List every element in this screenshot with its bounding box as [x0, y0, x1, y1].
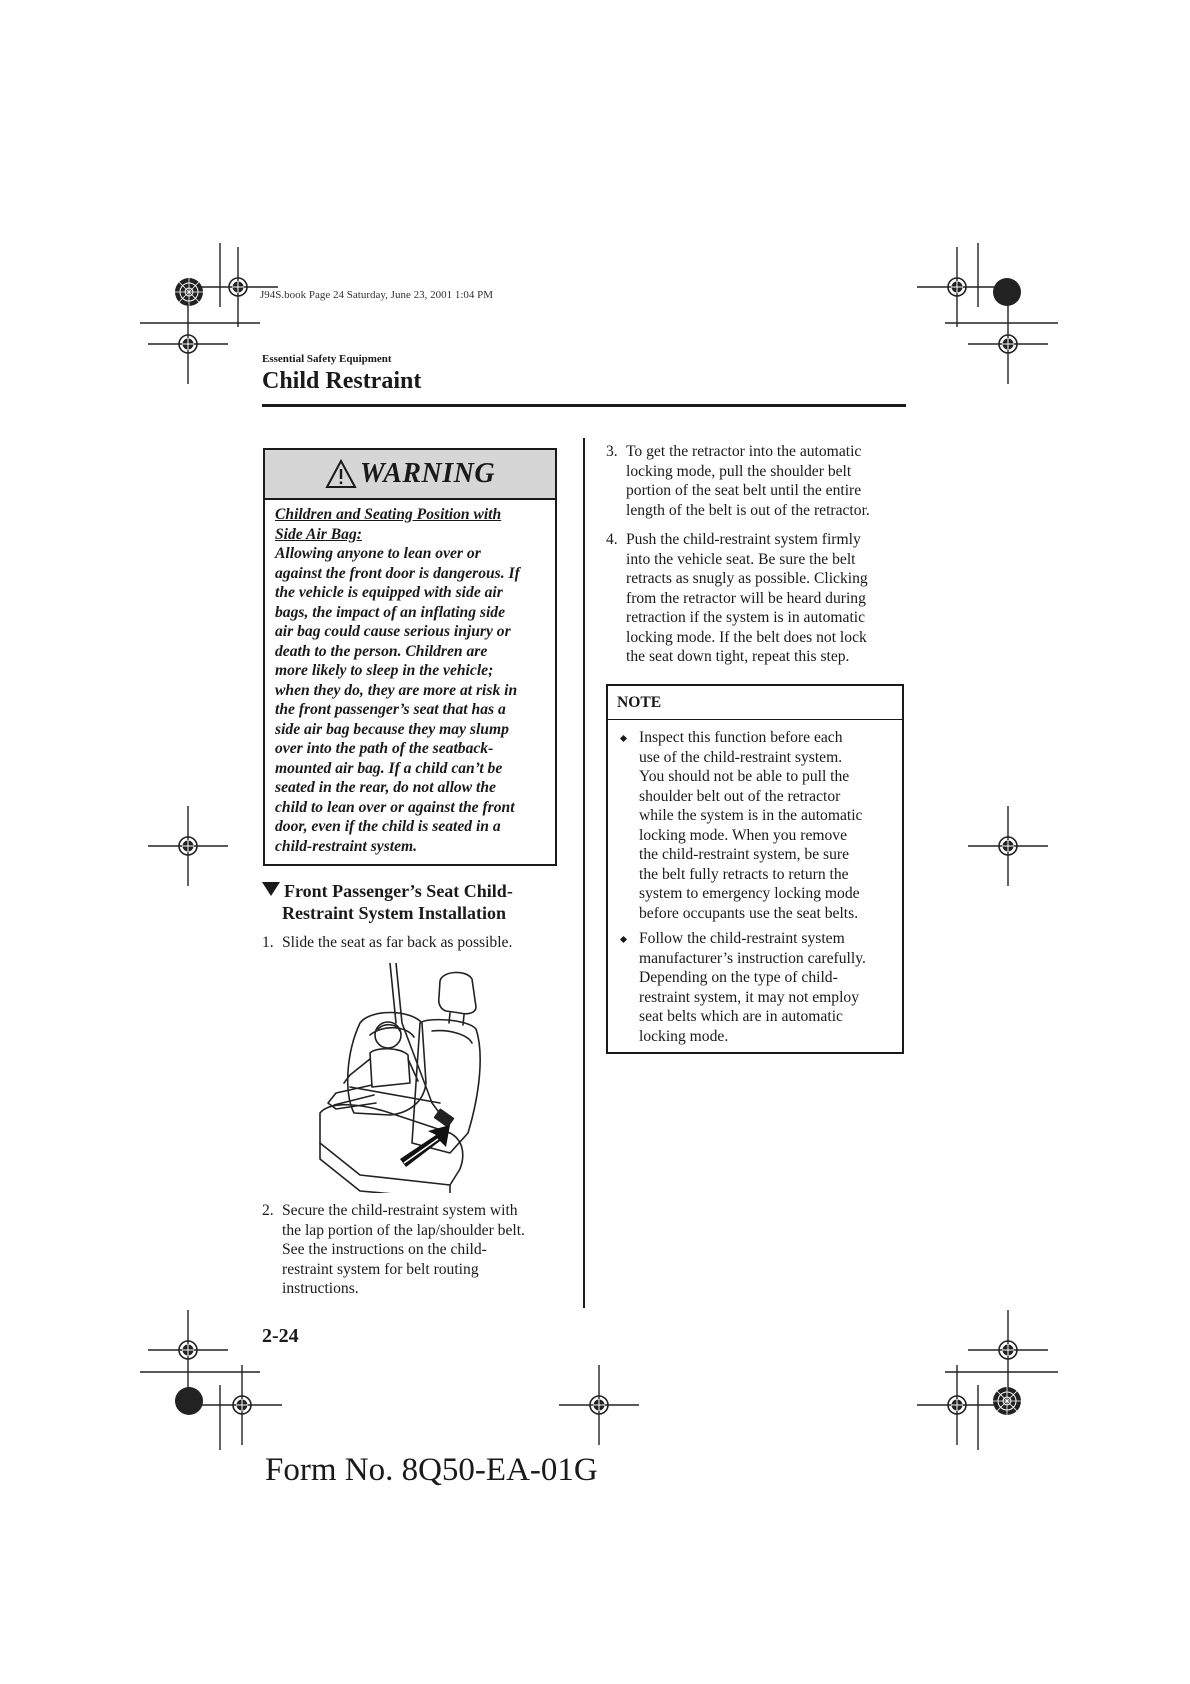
warning-line: child-restraint system.	[275, 837, 418, 855]
note-title: NOTE	[608, 686, 902, 720]
warning-subtitle-line: Children and Seating Position with	[275, 506, 502, 523]
warning-line: seated in the rear, do not allow the	[275, 779, 496, 796]
step-line: Secure the child-restraint system with	[282, 1202, 518, 1219]
step-number: 4.	[606, 531, 618, 548]
warning-body	[265, 500, 555, 856]
note-line: locking mode.	[639, 1027, 729, 1045]
note-line: shoulder belt out of the retractor	[639, 787, 841, 805]
subsection-heading-line: Front Passenger’s Seat Child-	[284, 881, 513, 901]
warning-title: WARNING	[359, 458, 496, 489]
section-label: Essential Safety Equipment	[262, 353, 392, 365]
warning-header	[265, 450, 555, 500]
step-line: Slide the seat as far back as possible.	[282, 934, 513, 951]
step-line: To get the retractor into the automatic	[626, 443, 862, 460]
step-line: the lap portion of the lap/shoulder belt.	[282, 1221, 525, 1239]
warning-box	[263, 448, 557, 866]
book-info: J94S.book Page 24 Saturday, June 23, 2001 1:04 PM	[260, 289, 494, 301]
warning-line: the front passenger’s seat that has a	[275, 701, 506, 718]
step-2	[262, 1201, 582, 1299]
note-line: manufacturer’s instruction carefully.	[639, 949, 866, 967]
step-line: restraint system for belt routing	[282, 1260, 479, 1278]
note-line: Depending on the type of child-	[639, 969, 838, 986]
step-line: the seat down tight, repeat this step.	[626, 648, 850, 665]
step-3	[606, 442, 926, 520]
warning-line: more likely to sleep in the vehicle;	[275, 662, 494, 679]
note-line: locking mode. When you remove	[639, 826, 848, 844]
subsection-heading-line: Restraint System Installation	[282, 903, 506, 923]
note-line: the belt fully retracts to return the	[639, 865, 849, 883]
warning-line: death to the person. Children are	[275, 642, 488, 660]
warning-line: child to lean over or against the front	[275, 798, 515, 816]
page-number: 2-24	[262, 1325, 299, 1347]
step-line: locking mode, pull the shoulder belt	[626, 462, 852, 480]
note-line: Inspect this function before each	[639, 729, 843, 746]
warning-line: door, even if the child is seated in a	[275, 818, 501, 835]
warning-line: air bag could cause serious injury or	[275, 623, 511, 640]
warning-line: over into the path of the seatback-	[275, 740, 494, 757]
note-item	[616, 728, 894, 923]
step-line: portion of the seat belt until the entire	[626, 482, 862, 499]
form-number: Form No. 8Q50-EA-01G	[265, 1452, 598, 1488]
page-title: Child Restraint	[262, 368, 422, 394]
note-box	[606, 684, 904, 1054]
warning-line: side air bag because they may slump	[275, 720, 509, 738]
step-line: instructions.	[282, 1280, 359, 1297]
step-number: 2.	[262, 1202, 274, 1219]
title-rule	[262, 404, 906, 407]
column-divider	[583, 438, 585, 1308]
step-line: length of the belt is out of the retractor.	[626, 501, 870, 519]
warning-line: bags, the impact of an inflating side	[275, 603, 506, 621]
step-line: locking mode. If the belt does not lock	[626, 628, 867, 646]
step-number: 3.	[606, 443, 618, 460]
note-line: seat belts which are in automatic	[639, 1008, 843, 1025]
warning-line: when they do, they are more at risk in	[275, 681, 518, 699]
subsection-heading	[262, 880, 562, 924]
child-seat-illustration	[300, 963, 510, 1193]
note-list	[608, 720, 902, 1046]
warning-line: Allowing anyone to lean over or	[275, 545, 481, 562]
warning-subtitle-line: Side Air Bag:	[275, 525, 362, 543]
note-line: before occupants use the seat belts.	[639, 904, 859, 922]
note-line: restraint system, it may not employ	[639, 988, 860, 1006]
note-line: system to emergency locking mode	[639, 885, 860, 902]
step-4	[606, 530, 926, 667]
step-line: from the retractor will be heard during	[626, 589, 866, 607]
warning-triangle-icon	[325, 459, 357, 489]
triangle-down-icon	[262, 882, 280, 896]
step-1	[262, 933, 572, 953]
note-item	[616, 929, 894, 1046]
warning-line: against the front door is dangerous. If	[275, 564, 520, 582]
note-line: Follow the child-restraint system	[639, 930, 845, 947]
sunburst-mark-icon	[175, 278, 203, 306]
note-line: the child-restraint system, be sure	[639, 846, 850, 863]
step-line: into the vehicle seat. Be sure the belt	[626, 550, 856, 568]
warning-line: the vehicle is equipped with side air	[275, 584, 503, 601]
note-line: while the system is in the automatic	[639, 807, 863, 824]
warning-line: mounted air bag. If a child can’t be	[275, 759, 503, 777]
step-line: retraction if the system is in automatic	[626, 609, 866, 626]
note-line: use of the child-restraint system.	[639, 748, 843, 766]
step-line: See the instructions on the child-	[282, 1241, 487, 1258]
step-number: 1.	[262, 934, 274, 951]
step-line: Push the child-restraint system firmly	[626, 531, 861, 548]
note-line: You should not be able to pull the	[639, 768, 850, 785]
step-line: retracts as snugly as possible. Clicking	[626, 570, 868, 587]
